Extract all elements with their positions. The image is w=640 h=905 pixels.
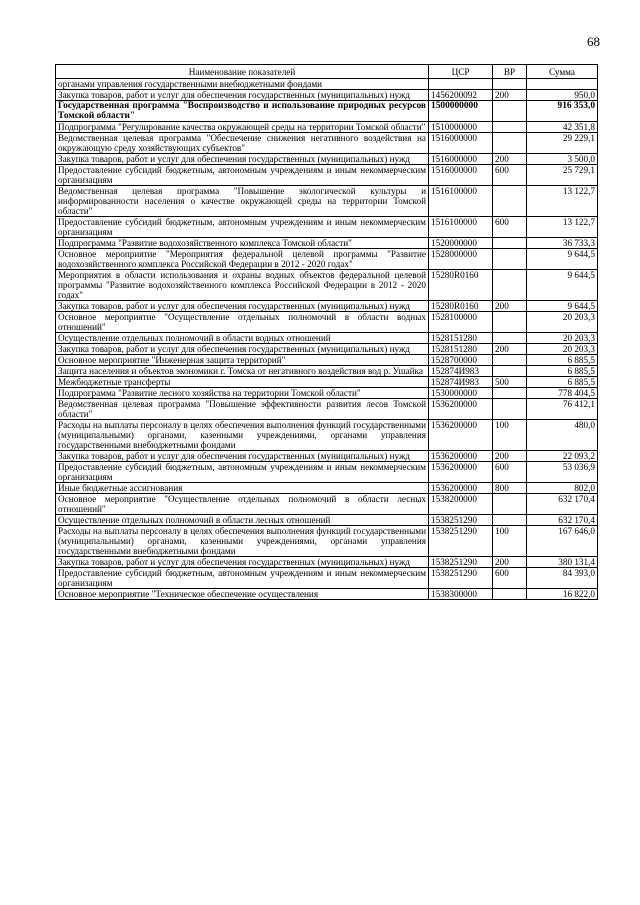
cell-vr: 200 xyxy=(493,344,527,355)
table-row xyxy=(56,270,598,301)
cell-sum: 9 644,5 xyxy=(527,270,598,301)
table-row xyxy=(56,377,598,388)
cell-name: Закупка товаров, работ и услуг для обеспечения государственных (муниципальных) нужд xyxy=(56,90,429,101)
table-row xyxy=(56,483,598,494)
cell-vr: 800 xyxy=(493,483,527,494)
table-row xyxy=(56,101,598,122)
cell-name: Подпрограмма "Развитие водохозяйственного комплекса Томской области" xyxy=(56,238,429,249)
cell-csr: 1528151280 xyxy=(429,333,493,344)
cell-vr: 600 xyxy=(493,165,527,186)
cell-sum: 13 122,7 xyxy=(527,217,598,238)
cell-csr: 152874И983 xyxy=(429,366,493,377)
cell-name: Закупка товаров, работ и услуг для обеспечения государственных (муниципальных) нужд xyxy=(56,451,429,462)
cell-vr xyxy=(493,101,527,122)
cell-csr: 1528100000 xyxy=(429,312,493,333)
cell-csr: 1528000000 xyxy=(429,249,493,270)
cell-name: органами управления государственными внебюджетными фондами xyxy=(56,79,429,90)
cell-name: Расходы на выплаты персоналу в целях обеспечения выполнения функций государственными (муниципальными) органами, казенными учреждениями, органами управления государственными внебюджетными фондами xyxy=(56,526,429,557)
cell-vr xyxy=(493,249,527,270)
cell-sum: 480,0 xyxy=(527,420,598,451)
cell-vr xyxy=(493,238,527,249)
cell-vr: 200 xyxy=(493,451,527,462)
cell-name: Подпрограмма "Регулирование качества окружающей среды на территории Томской области" xyxy=(56,122,429,133)
cell-csr: 1538251290 xyxy=(429,526,493,557)
cell-vr xyxy=(493,312,527,333)
table-row xyxy=(56,451,598,462)
cell-name: Закупка товаров, работ и услуг для обеспечения государственных (муниципальных) нужд xyxy=(56,344,429,355)
cell-csr: 1536200000 xyxy=(429,420,493,451)
cell-sum: 9 644,5 xyxy=(527,301,598,312)
table-body xyxy=(56,79,598,600)
table-row xyxy=(56,122,598,133)
cell-vr xyxy=(493,494,527,515)
cell-name: Межбюджетные трансферты xyxy=(56,377,429,388)
table-row xyxy=(56,526,598,557)
cell-name: Ведомственная целевая программа "Повышение экологической культуры и информированности населения о качестве окружающей среды на территории Томской области" xyxy=(56,186,429,217)
table-row xyxy=(56,90,598,101)
page-number: 68 xyxy=(587,34,600,49)
cell-csr: 1536200000 xyxy=(429,451,493,462)
cell-sum: 53 036,9 xyxy=(527,462,598,483)
table-header-row xyxy=(56,65,598,79)
cell-vr: 500 xyxy=(493,377,527,388)
header-csr: ЦСР xyxy=(429,65,493,79)
cell-csr: 1538300000 xyxy=(429,589,493,600)
cell-vr xyxy=(493,79,527,90)
cell-vr: 600 xyxy=(493,462,527,483)
cell-name: Основное мероприятие "Осуществление отдельных полномочий в области водных отношений" xyxy=(56,312,429,333)
cell-sum: 16 822,0 xyxy=(527,589,598,600)
cell-sum: 380 131,4 xyxy=(527,557,598,568)
table-row xyxy=(56,568,598,589)
cell-csr: 1536200000 xyxy=(429,399,493,420)
table-row xyxy=(56,420,598,451)
cell-csr: 1456200092 xyxy=(429,90,493,101)
cell-name: Подпрограмма "Развитие лесного хозяйства на территории Томской области" xyxy=(56,388,429,399)
cell-vr: 100 xyxy=(493,420,527,451)
cell-name: Основное мероприятие "Мероприятия федеральной целевой программы "Развитие водохозяйственного комплекса Российской Федерации в 2012 - 2020 годах" xyxy=(56,249,429,270)
cell-csr: 1516000000 xyxy=(429,165,493,186)
table-row xyxy=(56,366,598,377)
cell-sum: 29 229,1 xyxy=(527,133,598,154)
cell-vr xyxy=(493,355,527,366)
cell-vr: 600 xyxy=(493,217,527,238)
cell-sum: 632 170,4 xyxy=(527,494,598,515)
header-vr: ВР xyxy=(493,65,527,79)
table-row xyxy=(56,249,598,270)
cell-sum: 25 729,1 xyxy=(527,165,598,186)
cell-vr xyxy=(493,270,527,301)
cell-name: Ведомственная целевая программа "Повышение эффективности развития лесов Томской области" xyxy=(56,399,429,420)
cell-sum xyxy=(527,79,598,90)
cell-sum: 22 093,2 xyxy=(527,451,598,462)
cell-name: Ведомственная целевая программа "Обеспечение снижения негативного воздействия на окружающую среду хозяйствующих субъектов" xyxy=(56,133,429,154)
cell-vr xyxy=(493,589,527,600)
table-row xyxy=(56,301,598,312)
cell-csr: 1516100000 xyxy=(429,186,493,217)
cell-name: Закупка товаров, работ и услуг для обеспечения государственных (муниципальных) нужд xyxy=(56,154,429,165)
table-row xyxy=(56,154,598,165)
cell-sum: 6 885,5 xyxy=(527,355,598,366)
cell-name: Основное мероприятие "Инженерная защита территорий" xyxy=(56,355,429,366)
cell-sum: 950,0 xyxy=(527,90,598,101)
cell-vr xyxy=(493,399,527,420)
cell-sum: 167 646,0 xyxy=(527,526,598,557)
cell-sum: 76 412,1 xyxy=(527,399,598,420)
cell-vr xyxy=(493,515,527,526)
cell-csr: 1516000000 xyxy=(429,154,493,165)
cell-sum: 20 203,3 xyxy=(527,312,598,333)
cell-vr: 200 xyxy=(493,154,527,165)
cell-vr: 200 xyxy=(493,90,527,101)
cell-sum: 20 203,3 xyxy=(527,333,598,344)
cell-csr: 1536200000 xyxy=(429,483,493,494)
cell-name: Предоставление субсидий бюджетным, автономным учреждениям и иным некоммерческим организациям xyxy=(56,568,429,589)
table-row xyxy=(56,333,598,344)
cell-vr: 200 xyxy=(493,301,527,312)
cell-vr xyxy=(493,333,527,344)
cell-csr: 1520000000 xyxy=(429,238,493,249)
cell-vr xyxy=(493,186,527,217)
table-row xyxy=(56,557,598,568)
table-row xyxy=(56,133,598,154)
cell-name: Государственная программа "Воспроизводство и использование природных ресурсов Томской области" xyxy=(56,101,429,122)
cell-name: Закупка товаров, работ и услуг для обеспечения государственных (муниципальных) нужд xyxy=(56,557,429,568)
cell-vr xyxy=(493,122,527,133)
cell-csr: 1536200000 xyxy=(429,462,493,483)
cell-csr: 152874И983 xyxy=(429,377,493,388)
cell-name: Защита населения и объектов экономики г. Томска от негативного воздействия вод р. Ушайка xyxy=(56,366,429,377)
cell-name: Осуществление отдельных полномочий в области лесных отношений xyxy=(56,515,429,526)
cell-vr: 200 xyxy=(493,557,527,568)
header-name: Наименование показателей xyxy=(56,65,429,79)
cell-csr: 1528151280 xyxy=(429,344,493,355)
cell-csr: 1530000000 xyxy=(429,388,493,399)
cell-csr: 1516100000 xyxy=(429,217,493,238)
cell-csr: 1500000000 xyxy=(429,101,493,122)
table-row xyxy=(56,355,598,366)
cell-name: Закупка товаров, работ и услуг для обеспечения государственных (муниципальных) нужд xyxy=(56,301,429,312)
cell-csr: 1538251290 xyxy=(429,568,493,589)
table-row xyxy=(56,515,598,526)
cell-vr xyxy=(493,133,527,154)
cell-name: Предоставление субсидий бюджетным, автономным учреждениям и иным некоммерческим организациям xyxy=(56,462,429,483)
cell-name: Основное мероприятие "Осуществление отдельных полномочий в области лесных отношений" xyxy=(56,494,429,515)
cell-sum: 20 203,3 xyxy=(527,344,598,355)
cell-csr: 1538251290 xyxy=(429,557,493,568)
cell-csr: 1538200000 xyxy=(429,494,493,515)
header-sum: Сумма xyxy=(527,65,598,79)
cell-sum: 42 351,8 xyxy=(527,122,598,133)
table-row xyxy=(56,388,598,399)
cell-sum: 84 393,0 xyxy=(527,568,598,589)
cell-csr: 1510000000 xyxy=(429,122,493,133)
cell-vr: 600 xyxy=(493,568,527,589)
table-row xyxy=(56,312,598,333)
table-row xyxy=(56,399,598,420)
table-row xyxy=(56,217,598,238)
cell-sum: 916 353,0 xyxy=(527,101,598,122)
cell-sum: 6 885,5 xyxy=(527,377,598,388)
cell-csr: 1528700000 xyxy=(429,355,493,366)
cell-sum: 632 170,4 xyxy=(527,515,598,526)
cell-sum: 6 885,5 xyxy=(527,366,598,377)
table-row xyxy=(56,79,598,90)
budget-table xyxy=(55,64,598,600)
table-row xyxy=(56,186,598,217)
cell-sum: 778 404,5 xyxy=(527,388,598,399)
table-row xyxy=(56,589,598,600)
cell-csr xyxy=(429,79,493,90)
cell-vr: 100 xyxy=(493,526,527,557)
table-row xyxy=(56,165,598,186)
cell-vr xyxy=(493,388,527,399)
cell-name: Основное мероприятие "Техническое обеспечение осуществления xyxy=(56,589,429,600)
cell-sum: 802,0 xyxy=(527,483,598,494)
cell-name: Расходы на выплаты персоналу в целях обеспечения выполнения функций государственными (муниципальными) органами, казенными учреждениями, органами управления государственными внебюджетными фондами xyxy=(56,420,429,451)
cell-csr: 15280R0160 xyxy=(429,270,493,301)
cell-vr xyxy=(493,366,527,377)
cell-sum: 13 122,7 xyxy=(527,186,598,217)
cell-name: Мероприятия в области использования и охраны водных объектов федеральной целевой программы "Развитие водохозяйственного комплекса Российской Федерации в 2012 - 2020 годах" xyxy=(56,270,429,301)
cell-csr: 1538251290 xyxy=(429,515,493,526)
cell-csr: 15280R0160 xyxy=(429,301,493,312)
table-row xyxy=(56,238,598,249)
cell-sum: 36 733,3 xyxy=(527,238,598,249)
table-row xyxy=(56,494,598,515)
cell-name: Предоставление субсидий бюджетным, автономным учреждениям и иным некоммерческим организациям xyxy=(56,165,429,186)
table-row xyxy=(56,462,598,483)
cell-name: Предоставление субсидий бюджетным, автономным учреждениям и иным некоммерческим организациям xyxy=(56,217,429,238)
cell-sum: 9 644,5 xyxy=(527,249,598,270)
table-row xyxy=(56,344,598,355)
cell-sum: 3 500,0 xyxy=(527,154,598,165)
cell-csr: 1516000000 xyxy=(429,133,493,154)
cell-name: Осуществление отдельных полномочий в области водных отношений xyxy=(56,333,429,344)
cell-name: Иные бюджетные ассигнования xyxy=(56,483,429,494)
